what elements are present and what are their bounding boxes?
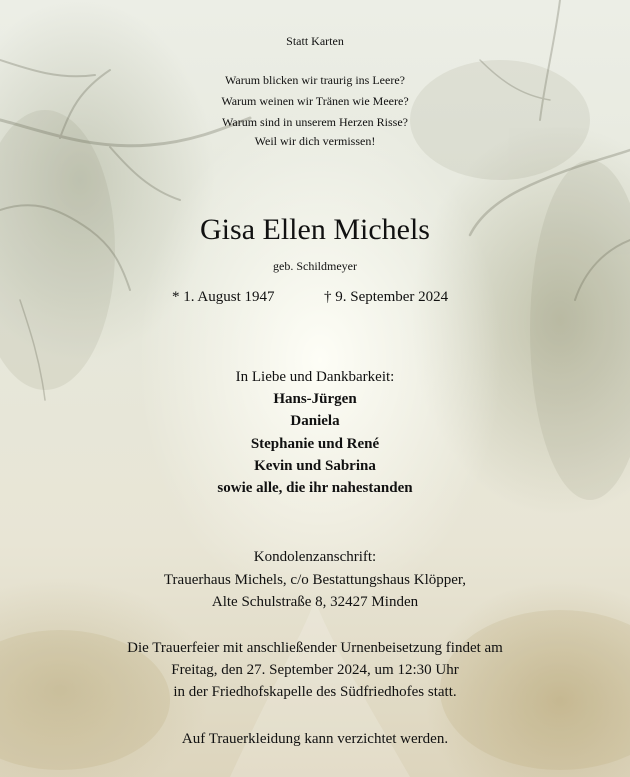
condolence-label: Kondolenzanschrift: <box>253 549 377 565</box>
service-info: in der Friedhofskapelle des Südfriedhofes statt. <box>173 684 457 700</box>
service-info: Freitag, den 27. September 2024, um 12:30 Uhr <box>171 662 459 678</box>
mourner-name: Daniela <box>290 413 340 429</box>
heading: Statt Karten <box>286 34 344 48</box>
poem-line: Warum blicken wir traurig ins Leere? <box>225 73 405 87</box>
condolence-address: Trauerhaus Michels, c/o Bestattungshaus Klöpper, <box>163 572 467 588</box>
mourner-name: sowie alle, die ihr nahestanden <box>217 480 413 496</box>
birth-name: geb. Schildmeyer <box>273 259 357 273</box>
poem-line: Warum weinen wir Tränen wie Meere? <box>221 94 409 108</box>
condolence-address: Alte Schulstraße 8, 32427 Minden <box>211 594 419 610</box>
mourners-intro: In Liebe und Dankbarkeit: <box>235 369 395 385</box>
birth-date: * 1. August 1947 <box>172 289 275 305</box>
service-info: Die Trauerfeier mit anschließender Urnenbeisetzung findet am <box>127 640 503 656</box>
mourner-name: Kevin und Sabrina <box>254 458 376 474</box>
mourner-name: Hans-Jürgen <box>273 391 357 407</box>
poem-line: Weil wir dich vermissen! <box>254 134 376 148</box>
death-date: † 9. September 2024 <box>324 289 449 305</box>
dress-code-note: Auf Trauerkleidung kann verzichtet werden. <box>181 731 449 747</box>
mourner-name: Stephanie und René <box>250 436 380 452</box>
deceased-name: Gisa Ellen Michels <box>200 213 430 246</box>
poem-line: Warum sind in unserem Herzen Risse? <box>222 115 408 129</box>
